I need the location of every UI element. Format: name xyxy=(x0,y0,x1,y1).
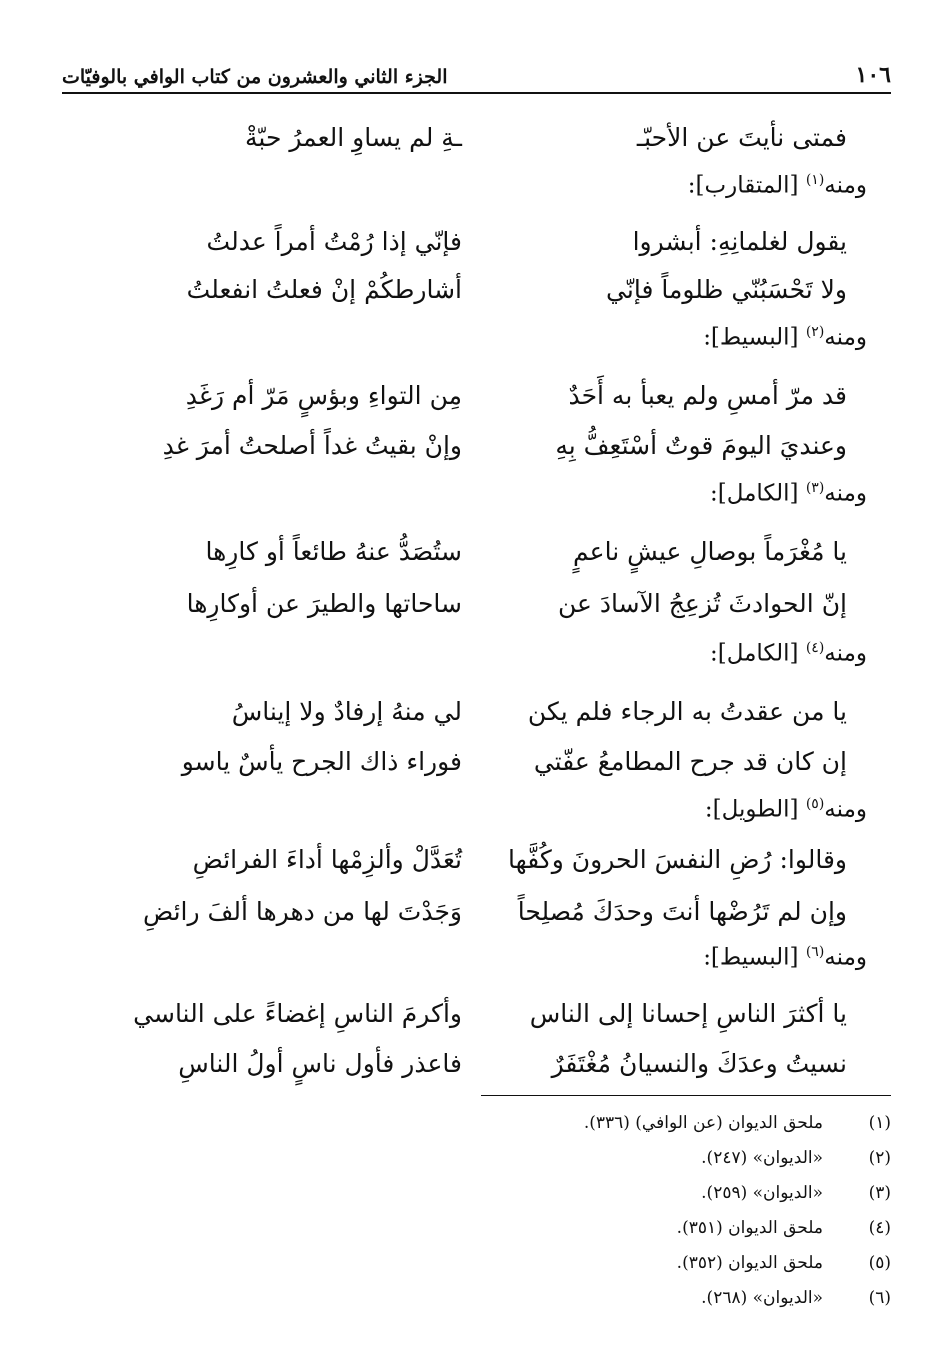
verse-line xyxy=(102,1038,847,1088)
verse-line xyxy=(102,216,847,266)
meter-intro xyxy=(703,944,867,971)
footnote xyxy=(471,1245,891,1280)
verse-first-hemistich: يا مُغْرَماً بوصالِ عيشٍ ناعمٍ xyxy=(573,536,847,566)
footnote-marker: (٢) xyxy=(805,324,825,340)
verse-second-hemistich: وإنْ بقيتُ غداً أصلحتُ أمرَ غدِ xyxy=(162,430,462,460)
verse-second-hemistich: فإنّي إذا رُمْتُ أمراً عدلتُ xyxy=(206,226,462,256)
verse-second-hemistich: فاعذر فأول ناسٍ أولُ الناسِ xyxy=(178,1048,462,1078)
footnote xyxy=(471,1105,891,1140)
verse-first-hemistich: نسيتُ وعدَكَ والنسيانُ مُغْتَفَرٌ xyxy=(551,1048,847,1078)
verse-second-hemistich: ستُصَدُّ عنهُ طائعاً أو كارِها xyxy=(205,536,462,566)
intro-word: ومنه xyxy=(824,324,867,351)
verse-line xyxy=(102,834,847,884)
footnote-number: (٦) xyxy=(868,1287,891,1308)
meter-name: [البسيط]: xyxy=(703,944,799,971)
verse-first-hemistich: إن كان قد جرح المطامعُ عفّتي xyxy=(533,746,847,776)
verse-line xyxy=(102,112,847,162)
footnote-text: «الديوان» (٢٤٧). xyxy=(701,1147,823,1168)
verse-line xyxy=(102,886,847,936)
meter-name: [الطويل]: xyxy=(704,796,799,823)
verse-second-hemistich: فوراء ذاك الجرح يأسٌ ياسو xyxy=(181,746,462,776)
page-number: ١٠٦ xyxy=(855,62,891,88)
footnote xyxy=(471,1280,891,1315)
verse-second-hemistich: ساحاتها والطيرَ عن أوكارِها xyxy=(186,588,462,618)
meter-intro xyxy=(710,480,867,507)
verse-second-hemistich: ـةِ لم يساوِ العمرُ حبّةْ xyxy=(245,122,462,152)
footnote-text: «الديوان» (٢٦٨). xyxy=(701,1287,823,1308)
intro-word: ومنه xyxy=(824,944,867,971)
verse-line xyxy=(102,578,847,628)
header-rule xyxy=(62,92,891,94)
verse-first-hemistich: يا من عقدتُ به الرجاء فلم يكن xyxy=(527,696,847,726)
footnote-number: (١) xyxy=(868,1112,891,1133)
footnote-marker: (٤) xyxy=(805,640,825,656)
verse-second-hemistich: وأكرمَ الناسِ إغضاءً على الناسي xyxy=(133,998,462,1028)
meter-name: [الكامل]: xyxy=(709,480,799,507)
footnote-text: ملحق الديوان (٣٥٢). xyxy=(676,1252,823,1273)
verse-first-hemistich: إنّ الحوادثَ تُزعِجُ الآسادَ عن xyxy=(558,588,847,618)
meter-name: [البسيط]: xyxy=(703,324,799,351)
verse-second-hemistich: وَجَدْتَ لها من دهرها ألفَ رائضِ xyxy=(142,896,462,926)
footnote-text: ملحق الديوان (عن الوافي) (٣٣٦). xyxy=(583,1112,823,1133)
footnote-number: (٢) xyxy=(868,1147,891,1168)
verse-line xyxy=(102,736,847,786)
verse-line xyxy=(102,264,847,314)
footnote-marker: (٥) xyxy=(805,796,825,812)
footnote-rule xyxy=(481,1095,891,1096)
verse-line xyxy=(102,686,847,736)
verse-line xyxy=(102,988,847,1038)
verse-first-hemistich: وعنديَ اليومَ قوتٌ أسْتَعِفُّ بِهِ xyxy=(555,430,847,460)
verse-second-hemistich: تُعَدَّلْ وألزِمْها أداءَ الفرائضِ xyxy=(192,844,462,874)
footnote-marker: (١) xyxy=(805,172,825,188)
running-title: الجزء الثاني والعشرون من كتاب الوافي بالوفيّات xyxy=(62,66,448,88)
footnote xyxy=(471,1210,891,1245)
verse-first-hemistich: يقول لغلمانِهِ: أبشروا xyxy=(632,226,847,256)
verse-line xyxy=(102,420,847,470)
footnote-number: (٣) xyxy=(868,1182,891,1203)
footnote-number: (٥) xyxy=(868,1252,891,1273)
footnote-marker: (٣) xyxy=(805,480,825,496)
verse-first-hemistich: ولا تَحْسَبُنّي ظلوماً فإنّي xyxy=(606,274,847,304)
poem-body xyxy=(62,108,891,1093)
intro-word: ومنه xyxy=(824,796,867,823)
meter-intro xyxy=(703,324,867,351)
footnote xyxy=(471,1175,891,1210)
verse-second-hemistich: لي منهُ إرفادٌ ولا إيناسُ xyxy=(231,696,462,726)
meter-intro xyxy=(688,172,867,199)
verse-first-hemistich: قد مرّ أمسِ ولم يعبأ به أَحَدٌ xyxy=(568,380,847,410)
verse-first-hemistich: يا أكثرَ الناسِ إحسانا إلى الناس xyxy=(529,998,847,1028)
footnote xyxy=(471,1140,891,1175)
footnote-marker: (٦) xyxy=(805,944,825,960)
intro-word: ومنه xyxy=(824,480,867,507)
footnote-text: «الديوان» (٢٥٩). xyxy=(701,1182,823,1203)
verse-second-hemistich: أشارطكُمْ إنْ فعلتُ انفعلتُ xyxy=(186,274,462,304)
meter-name: [الكامل]: xyxy=(709,640,799,667)
meter-intro xyxy=(710,640,867,667)
verse-first-hemistich: فمتى نأيتَ عن الأحبّـ xyxy=(636,122,847,152)
page-header xyxy=(62,52,891,88)
footnotes xyxy=(471,1105,891,1315)
footnote-text: ملحق الديوان (٣٥١). xyxy=(676,1217,823,1238)
verse-second-hemistich: مِن التواءِ وبؤسٍ مَرّ أم رَغَدِ xyxy=(185,380,462,410)
verse-line xyxy=(102,370,847,420)
verse-first-hemistich: وإن لم تَرُضْها أنتَ وحدَكَ مُصلِحاً xyxy=(517,896,847,926)
meter-name: [المتقارب]: xyxy=(687,172,799,199)
verse-first-hemistich: وقالوا: رُضِ النفسَ الحرونَ وكُفَّها xyxy=(508,844,847,874)
meter-intro xyxy=(705,796,867,823)
verse-line xyxy=(102,526,847,576)
footnote-number: (٤) xyxy=(868,1217,891,1238)
intro-word: ومنه xyxy=(824,640,867,667)
intro-word: ومنه xyxy=(824,172,867,199)
